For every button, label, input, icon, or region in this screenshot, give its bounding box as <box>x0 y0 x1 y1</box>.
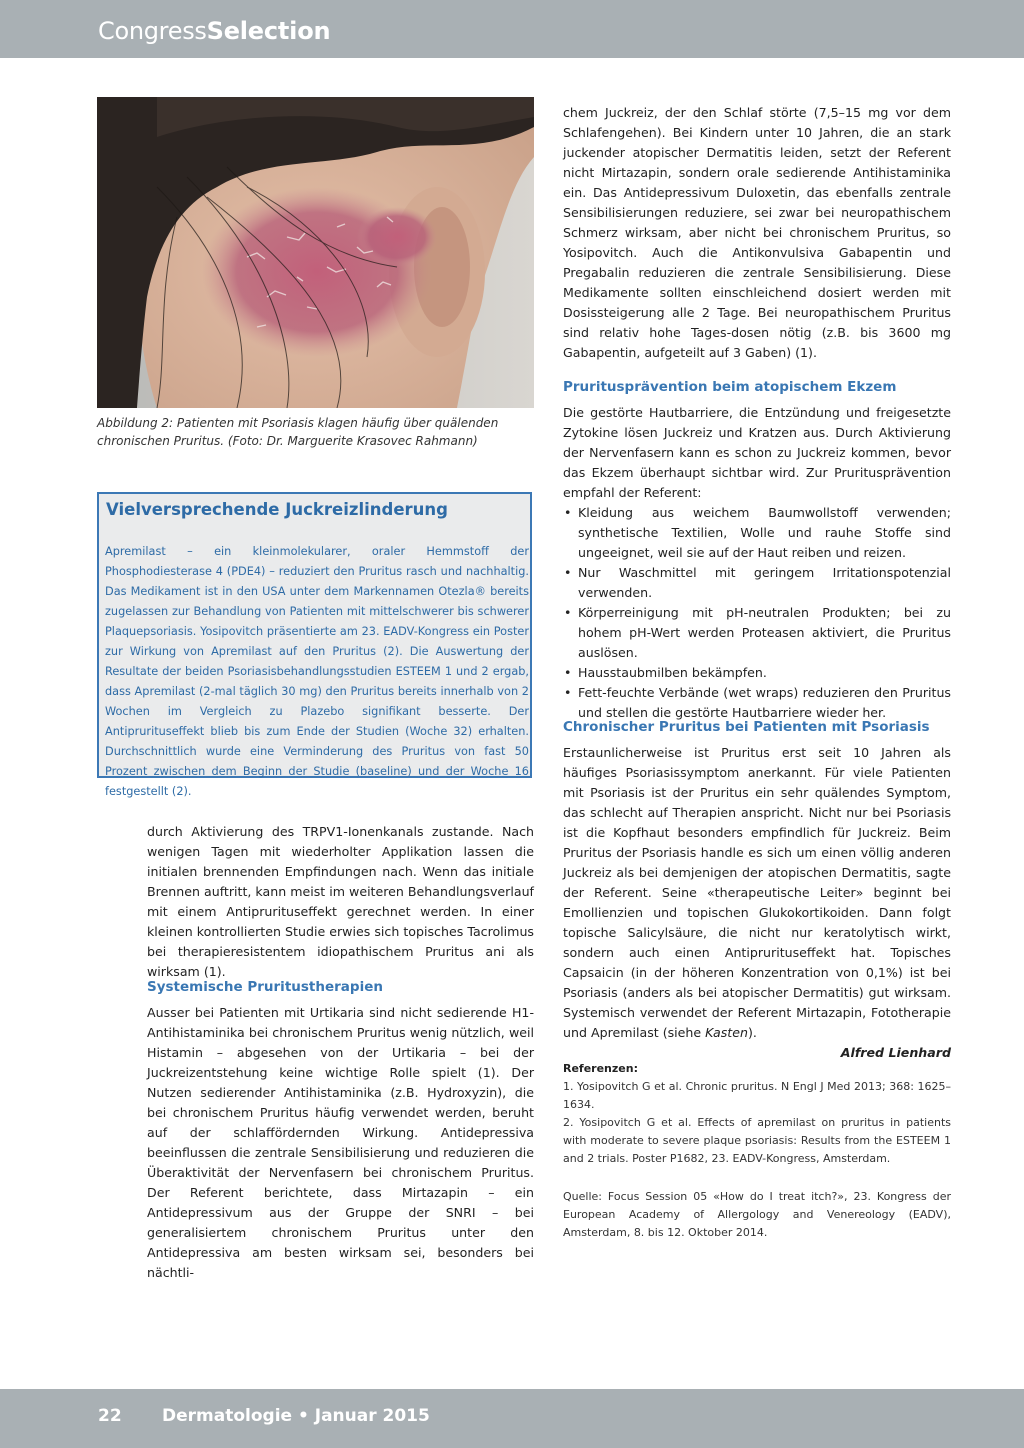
journal-issue: Dermatologie • Januar 2015 <box>162 1406 430 1426</box>
brand-logo: CongressSelection <box>98 17 331 45</box>
right-paragraph-3: Erstaunlicherweise ist Pruritus erst seit 10 Jahren als häufiges Psoriasissymptom anerkannt. Für viele Patienten mit Psoriasis ist der Pruritus ein sehr quälendes Symptom, das schlecht auf Therapien anspricht. Nicht nur bei Psoriasis ist die Kopfhaut besonders empfindlich für Juckreiz. Beim Pruritus der Psoriasis handle es sich um einen völlig anderen Juckreiz als bei demjenigen der atopischen Dermatitis, sagte der Referent. Seine «therapeutische Leiter» beginnt bei Emollienzien und topischen Glukokortikoiden. Dann folgt topische Salicylsäure, die nicht nur keratolytisch wirkt, sondern auch einen Antiprurituseffekt hat. Topisches Capsaicin (in der höheren Konzentration von 0,1%) ist bei Psoriasis (anders als bei atopischer Dermatitis) gut wirksam. Systemisch verwendet der Referent Mirtazapin, Fototherapie und Apremilast (siehe Kasten). <box>563 745 951 1040</box>
heading-systemic-therapies: Systemische Pruritustherapien <box>147 979 383 995</box>
heading-prevention: Pruritusprävention beim atopischem Ekzem <box>563 379 897 395</box>
left-paragraph-1: durch Aktivierung des TRPV1-Ionenkanals zustande. Nach wenigen Tagen mit wiederholter Applikation lassen die initialen brennenden Empfindungen nach. Wenn das initiale Brennen auftritt, kann meist im weiteren Behandlungsverlauf mit einem Antiprurituseffekt gerechnet werden. In einer kleinen kontrollierten Studie erwies sich topisches Tacrolimus bei therapieresistentem idiopathischem Pruritus ani als wirksam (1). <box>147 824 534 979</box>
heading-psoriasis: Chronischer Pruritus bei Patienten mit Psoriasis <box>563 719 930 735</box>
left-paragraph-2: Ausser bei Patienten mit Urtikaria sind nicht sedierende H1-Antihistaminika bei chronischem Pruritus wenig nützlich, weil Histamin – abgesehen von der Urtikaria – bei der Juckreizentstehung keine wichtige Rolle spielt (1). Der Nutzen sedierender Antihistaminika (z.B. Hydroxyzin), die bei chronischem Pruritus häufig verwendet werden, beruht auf der schlaffördernden Wirkung. Antidepressiva beeinflussen die zentrale Sensibilisierung und reduzieren die Überaktivität der Nervenfasern bei chronischem Pruritus. Der Referent berichtete, dass Mirtazapin – ein Antidepressivum aus der Gruppe der SNRI – bei generalisiertem chronischem Pruritus unter den Antidepressiva am besten wirksam sei, besonders bei nächtli- <box>147 1005 534 1280</box>
box-text: Apremilast – ein kleinmolekularer, oraler Hemmstoff der Phosphodiesterase 4 (PDE4) – reduziert den Pruritus rasch und nachhaltig. Das Medikament ist in den USA unter dem Markennamen Otezla® bereits zugelassen zur Behandlung von Patienten mit mittelschwerer bis schwerer Plaquepsoriasis. Yosipovitch präsentierte am 23. EADV-Kongress ein Poster zur Wirkung von Apremilast auf den Pruritus (2). Die Auswertung der Resultate der beiden Psoriasisbehandlungsstudien ESTEEM 1 und 2 ergab, dass Apremilast (2-mal täglich 30 mg) den Pruritus bereits innerhalb von 2 Wochen im Vergleich zu Plazebo signifikant besserte. Der Antiprurituseffekt blieb bis zum Ende der Studien (Woche 32) erhalten. Durchschnittlich wurde eine Verminderung des Pruritus von fast 50 Prozent zwischen dem Beginn der Studie (baseline) und der Woche 16 festgestellt (2). <box>105 545 529 798</box>
author: Alfred Lienhard <box>840 1045 951 1060</box>
right-paragraph-2: Die gestörte Hautbarriere, die Entzündung und freigesetzte Zytokine lösen Juckreiz und Kratzen aus. Durch Aktivierung der Nervenfasern kann es schon zu Juckreiz kommen, bevor das Ekzem überhaupt sichtbar wird. Zur Pruritusprävention empfahl der Referent: <box>563 405 951 500</box>
figure-photo <box>97 97 534 408</box>
reference-item: 2. Yosipovitch G et al. Effects of apremilast on pruritus in patients with moderate to severe plaque psoriasis: Results from the ESTEEM 1 and 2 trials. Poster P1682, 23. EADV-Kongress, Amsterdam. <box>563 1116 951 1165</box>
reference-item: 1. Yosipovitch G et al. Chronic pruritus. N Engl J Med 2013; 368: 1625–1634. <box>563 1080 951 1111</box>
figure-caption: Abbildung 2: Patienten mit Psoriasis klagen häufig über quälenden chronischen Pruritus. (Foto: Dr. Marguerite Krasovec Rahmann) <box>97 416 499 448</box>
prevention-list <box>563 503 951 723</box>
psoriasis-photo <box>97 97 534 408</box>
prevention-section <box>563 403 951 723</box>
header-bar <box>0 0 1024 58</box>
right-paragraph-1: chem Juckreiz, der den Schlaf störte (7,5–15 mg vor dem Schlafengehen). Bei Kindern unter 10 Jahren, die an stark juckender atopischer Dermatitis leiden, setzt der Referent nicht Mirtazapin, sondern orale sedierende Antihistaminika ein. Das Antidepressivum Duloxetin, das ebenfalls zentrale Sensibilisierungen reduziere, sei zwar bei neuropathischem Schmerz wirksam, aber nicht bei chronischem Pruritus, so Yosipovitch. Auch die Antikonvulsiva Gabapentin und Pregabalin reduzieren die zentrale Sensibilisierung. Diese Medikamente sollten einschleichend dosiert werden mit Dosissteigerung alle 2 Tage. Bei neuropathischem Pruritus sind relativ hohe Tages-dosen nötig (z.B. bis 3600 mg Gabapentin, aufgeteilt auf 3 Gaben) (1). <box>563 105 951 360</box>
references <box>563 1060 951 1168</box>
page-number: 22 <box>98 1406 122 1426</box>
footer-bar <box>0 1389 1024 1448</box>
list-item: • Nur Waschmittel mit geringem Irritationspotenzial verwenden. <box>563 563 951 603</box>
info-box <box>97 492 532 798</box>
list-item: • Hausstaubmilben bekämpfen. <box>563 663 951 683</box>
source-note: Quelle: Focus Session 05 «How do I treat itch?», 23. Kongress der European Academy of Allergology and Venereology (EADV), Amsterdam, 8. bis 12. Oktober 2014. <box>563 1190 951 1239</box>
references-title: Referenzen: <box>563 1062 638 1075</box>
right-column <box>563 103 951 363</box>
source-block <box>563 1188 951 1242</box>
box-title: Vielversprechende Juckreizlinderung <box>106 500 448 519</box>
psoriasis-section <box>563 743 951 1063</box>
list-item: • Körperreinigung mit pH-neutralen Produkten; bei zu hohem pH-Wert werden Proteasen aktiviert, die Pruritus auslösen. <box>563 603 951 663</box>
list-item: • Kleidung aus weichem Baumwollstoff verwenden; synthetische Textilien, Wolle und rauhe Stoffe sind ungeeignet, weil sie auf der Haut reiben und reizen. <box>563 503 951 563</box>
list-item: • Fett-feuchte Verbände (wet wraps) reduzieren den Pruritus und stellen die gestörte Hautbarriere wieder her. <box>563 683 951 723</box>
